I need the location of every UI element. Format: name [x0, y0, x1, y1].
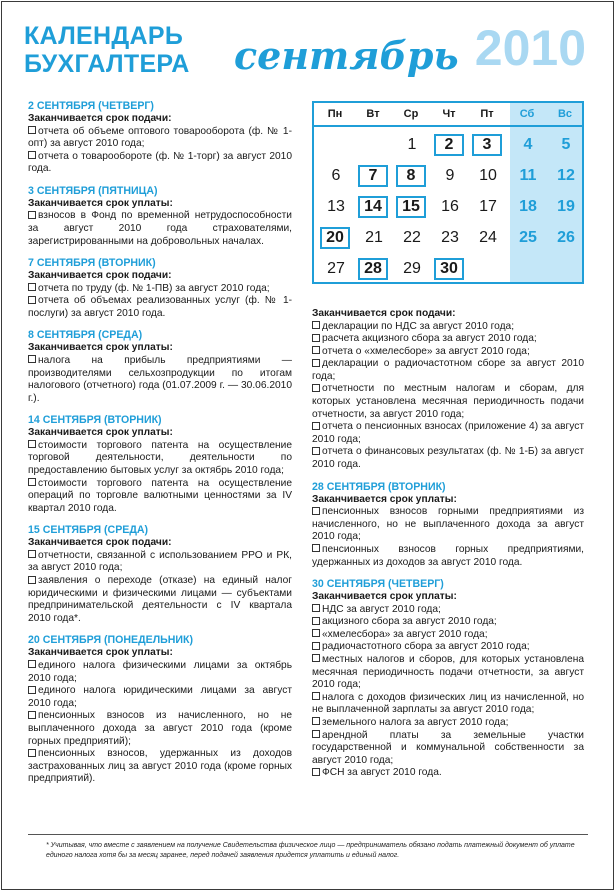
calendar-day: 9 [445, 167, 455, 184]
deadline-item [28, 440, 292, 478]
deadline-item [28, 550, 292, 575]
deadline-section [28, 100, 292, 176]
deadline-date-heading: 20 СЕНТЯБРЯ (ПОНЕДЕЛЬНИК) [28, 634, 194, 647]
deadline-item-text: стоимости торгового патента на осуществление торговой деятельности, деятельности по предоставлению бытовых услуг за октябрь 2010 года; [28, 439, 292, 476]
deadline-item [28, 710, 292, 748]
deadline-item [28, 210, 292, 248]
deadline-item-text: местных налогов и сборов, для которых установлена месячная периодичность подачи отчетности, за август 2010 года; [312, 653, 584, 691]
deadline-item [312, 717, 584, 730]
deadline-item-text: отчета о товарообороте (ф. № 1-торг) за август 2010 года. [28, 150, 292, 175]
deadline-item [312, 641, 584, 654]
calendar-day: 19 [557, 198, 575, 215]
deadline-date-heading: 30 СЕНТЯБРЯ (ЧЕТВЕРГ) [312, 578, 444, 591]
page-title [24, 22, 190, 78]
deadline-type-label: Заканчивается срок уплаты: [28, 342, 173, 354]
deadline-item [28, 660, 292, 685]
deadline-item-text: арендной платы за земельные участки государственной и коммунальной собственности за август 2010 года; [312, 729, 584, 766]
deadline-item-text: акцизного сбора за август 2010 года; [322, 616, 497, 628]
checkbox-icon [312, 730, 320, 738]
calendar-day-deadline: 3 [472, 134, 502, 156]
checkbox-icon [312, 447, 320, 455]
checkbox-icon [312, 422, 320, 430]
deadline-item-text: «хмелесбора» за август 2010 года; [322, 628, 488, 640]
checkbox-icon [312, 642, 320, 650]
checkbox-icon [28, 296, 36, 304]
calendar-day: 6 [331, 167, 341, 184]
deadline-item [312, 421, 584, 446]
left-column [28, 100, 292, 795]
deadline-item [312, 321, 584, 334]
calendar-day-deadline: 30 [434, 258, 464, 280]
deadline-item-text: отчета об объемах реализованных услуг (ф. № 1-послуги) за август 2010 года. [28, 295, 292, 319]
calendar-day-deadline: 15 [396, 196, 426, 218]
deadline-item-text: пенсионных взносов из начисленного, но не выплаченного дохода за август 2010 года (кроме горных предприятий); [28, 710, 292, 747]
month-name: сентябрь [234, 33, 459, 78]
deadline-date-heading: 14 СЕНТЯБРЯ (ВТОРНИК) [28, 414, 162, 427]
deadline-item [28, 283, 292, 296]
calendar-header-divider [314, 125, 584, 127]
checkbox-icon [312, 507, 320, 515]
deadline-item-text: расчета акцизного сбора за август 2010 года; [322, 333, 537, 345]
calendar-day: 1 [407, 136, 417, 153]
deadline-item [312, 692, 584, 717]
checkbox-icon [312, 334, 320, 342]
deadline-item [28, 126, 292, 151]
deadline-type-label: Заканчивается срок уплаты: [28, 647, 173, 659]
deadline-section [28, 524, 292, 625]
deadline-item-text: взносов в Фонд по временной нетрудоспособности за август 2010 года страхователями, зарегистрированными на добровольных началах. [28, 210, 292, 247]
calendar-day: 25 [519, 229, 537, 246]
deadline-date-heading: 28 СЕНТЯБРЯ (ВТОРНИК) [312, 480, 446, 493]
year-number: 2010 [474, 20, 586, 76]
title-line-2: БУХГАЛТЕРА [24, 50, 190, 78]
checkbox-icon [312, 604, 320, 612]
deadline-item-text: отчетности по местным налогам и сборам, для которых установлена месячная периодичность подачи отчетности, за август 2010 года; [312, 383, 584, 420]
calendar-day-deadline: 2 [434, 134, 464, 156]
deadline-section [312, 578, 584, 780]
deadline-type-label: Заканчивается срок подачи: [28, 113, 172, 124]
deadline-item [312, 767, 584, 780]
checkbox-icon [28, 749, 36, 757]
deadline-date-heading: 8 СЕНТЯБРЯ (СРЕДА) [28, 329, 143, 342]
deadline-item [312, 616, 584, 629]
deadline-item [28, 151, 292, 176]
weekday-header: Сб [519, 108, 535, 120]
deadline-type-label: Заканчивается срок подачи: [28, 537, 172, 549]
deadline-item-text: отчета по труду (ф. № 1-ПВ) за август 2010 года; [38, 282, 270, 294]
deadline-item-text: стоимости торгового патента на осуществление операций по торговле валютными ценностями за IV квартал 2010 года. [28, 477, 292, 514]
deadline-item [312, 544, 584, 569]
deadline-item-text: пенсионных взносов, удержанных из доходов застрахованных лиц за август 2010 года (кроме горных предприятий). [28, 748, 292, 785]
checkbox-icon [312, 692, 320, 700]
deadline-type-label: Заканчивается срок подачи: [312, 308, 456, 319]
deadline-item-text: налога с доходов физических лиц из начисленной, но не выплаченной зарплаты за август 2010 года; [312, 691, 584, 716]
month-calendar-grid [312, 101, 584, 284]
checkbox-icon [312, 717, 320, 725]
weekday-header: Ср [403, 108, 419, 120]
checkbox-icon [312, 346, 320, 354]
checkbox-icon [28, 440, 36, 448]
calendar-day: 16 [441, 198, 459, 215]
weekday-header: Пт [480, 108, 494, 120]
deadline-item [28, 295, 292, 320]
calendar-day-deadline: 28 [358, 258, 388, 280]
checkbox-icon [28, 151, 36, 159]
checkbox-icon [312, 617, 320, 625]
calendar-day: 17 [479, 198, 497, 215]
deadline-item [312, 446, 584, 471]
page-header [20, 16, 600, 86]
weekday-header: Вт [366, 108, 380, 120]
calendar-day: 18 [519, 198, 537, 215]
deadline-item [312, 333, 584, 346]
checkbox-icon [28, 211, 36, 219]
deadline-type-label: Заканчивается срок уплаты: [312, 591, 457, 603]
calendar-day: 24 [479, 229, 497, 246]
deadline-item [312, 346, 584, 359]
deadline-item-text: пенсионных взносов горными предприятиями из начисленного, но не выплаченного дохода за август 2010 года; [312, 506, 584, 543]
deadline-item-text: единого налога физическими лицами за октябрь 2010 года; [28, 659, 292, 684]
calendar-day: 29 [403, 260, 421, 277]
deadline-section [312, 308, 584, 472]
deadline-item [28, 478, 292, 516]
calendar-day: 23 [441, 229, 459, 246]
calendar-day: 4 [523, 136, 533, 153]
deadline-item-text: отчетности, связанной с использованием РРО и РК, за август 2010 года; [28, 549, 292, 574]
deadline-item-text: отчета об объеме оптового товарооборота (ф. № 1-опт) за август 2010 года; [28, 125, 292, 150]
deadline-item [312, 506, 584, 544]
deadline-item [28, 355, 292, 405]
deadline-item [312, 383, 584, 421]
deadline-item-text: отчета о финансовых результатах (ф. № 1-Б) за август 2010 года. [312, 446, 584, 471]
deadline-item-text: ФСН за август 2010 года. [322, 767, 442, 779]
checkbox-icon [312, 321, 320, 329]
deadline-date-heading: 7 СЕНТЯБРЯ (ВТОРНИК) [28, 257, 156, 270]
deadline-date-heading: 3 СЕНТЯБРЯ (ПЯТНИЦА) [28, 184, 158, 197]
deadline-section [28, 414, 292, 515]
deadline-date-heading: 2 СЕНТЯБРЯ (ЧЕТВЕРГ) [28, 100, 154, 112]
deadline-item-text: земельного налога за август 2010 года; [322, 716, 509, 728]
calendar-day-deadline: 7 [358, 165, 388, 187]
deadline-item-text: декларации о радиочастотном сборе за август 2010 года; [312, 358, 584, 382]
deadline-section [312, 481, 584, 569]
checkbox-icon [28, 355, 36, 363]
calendar-day: 27 [327, 260, 345, 277]
checkbox-icon [312, 544, 320, 552]
checkbox-icon [28, 576, 36, 584]
deadline-item-text: пенсионных взносов горных предприятиями, удержанных из доходов за август 2010 года. [312, 543, 584, 568]
deadline-date-heading: 15 СЕНТЯБРЯ (СРЕДА) [28, 524, 149, 537]
deadline-type-label: Заканчивается срок уплаты: [28, 197, 173, 209]
checkbox-icon [28, 283, 36, 291]
right-column [312, 308, 584, 789]
deadline-item [312, 654, 584, 692]
deadline-item [312, 730, 584, 768]
weekend-column-background [510, 103, 584, 284]
checkbox-icon [312, 359, 320, 367]
deadline-type-label: Заканчивается срок подачи: [28, 270, 172, 282]
deadline-item-text: радиочастотного сбора за август 2010 года; [322, 641, 530, 653]
checkbox-icon [28, 126, 36, 134]
calendar-day-deadline: 14 [358, 196, 388, 218]
deadline-item-text: единого налога юридическими лицами за август 2010 года; [28, 685, 292, 709]
deadline-section [28, 257, 292, 320]
weekday-header: Пн [327, 108, 343, 120]
deadline-item-text: отчета о «хмелесборе» за август 2010 года; [322, 345, 530, 357]
calendar-day: 11 [519, 167, 537, 184]
calendar-day: 10 [479, 167, 497, 184]
deadline-section [28, 185, 292, 248]
deadline-item-text: НДС за август 2010 года; [322, 603, 441, 615]
footnote-divider [28, 834, 588, 835]
deadline-section [28, 634, 292, 785]
calendar-day: 21 [365, 229, 383, 246]
calendar-day: 13 [327, 198, 345, 215]
deadline-type-label: Заканчивается срок уплаты: [28, 427, 173, 439]
checkbox-icon [312, 384, 320, 392]
deadline-item [312, 358, 584, 383]
deadline-section [28, 329, 292, 405]
footnote: * Учитывая, что вместе с заявлением на получение Свидетельства физическое лицо — предприниматель обязано подать платежный документ об уплате единого налога хотя бы за месяц заранее, перед подачей заявления придется уплатить и единый налог. [46, 842, 575, 859]
checkbox-icon [312, 654, 320, 662]
calendar-page [1, 1, 614, 890]
weekday-header: Чт [442, 108, 456, 120]
calendar-day: 12 [557, 167, 575, 184]
deadline-item [28, 575, 292, 625]
deadline-item [28, 685, 292, 710]
checkbox-icon [28, 478, 36, 486]
title-line-1: КАЛЕНДАРЬ [24, 22, 184, 50]
checkbox-icon [28, 711, 36, 719]
calendar-day-deadline: 8 [396, 165, 426, 187]
calendar-day: 5 [561, 136, 571, 153]
deadline-type-label: Заканчивается срок уплаты: [312, 493, 457, 505]
deadline-item-text: декларации по НДС за август 2010 года; [322, 320, 515, 332]
checkbox-icon [312, 629, 320, 637]
calendar-day-deadline: 20 [320, 227, 350, 249]
checkbox-icon [312, 768, 320, 776]
calendar-day: 26 [557, 229, 575, 246]
deadline-item [312, 604, 584, 617]
calendar-day: 22 [403, 229, 421, 246]
deadline-item [28, 748, 292, 786]
checkbox-icon [28, 686, 36, 694]
deadline-item-text: отчета о пенсионных взносах (приложение 4) за август 2010 года; [312, 421, 584, 445]
checkbox-icon [28, 550, 36, 558]
deadline-item-text: налога на прибыль предприятиями — производителями сельхозпродукции по итогам налогового (отчетного) года (01.07.2009 г. — 30.06.2010 г.). [28, 354, 292, 404]
weekday-header: Вс [557, 108, 573, 120]
deadline-item-text: заявления о переходе (отказе) на единый налог юридическими и физическими лицами — субъектами предпринимательской деятельности с IV квартала 2010 года*. [28, 575, 292, 624]
checkbox-icon [28, 660, 36, 668]
deadline-item [312, 629, 584, 642]
